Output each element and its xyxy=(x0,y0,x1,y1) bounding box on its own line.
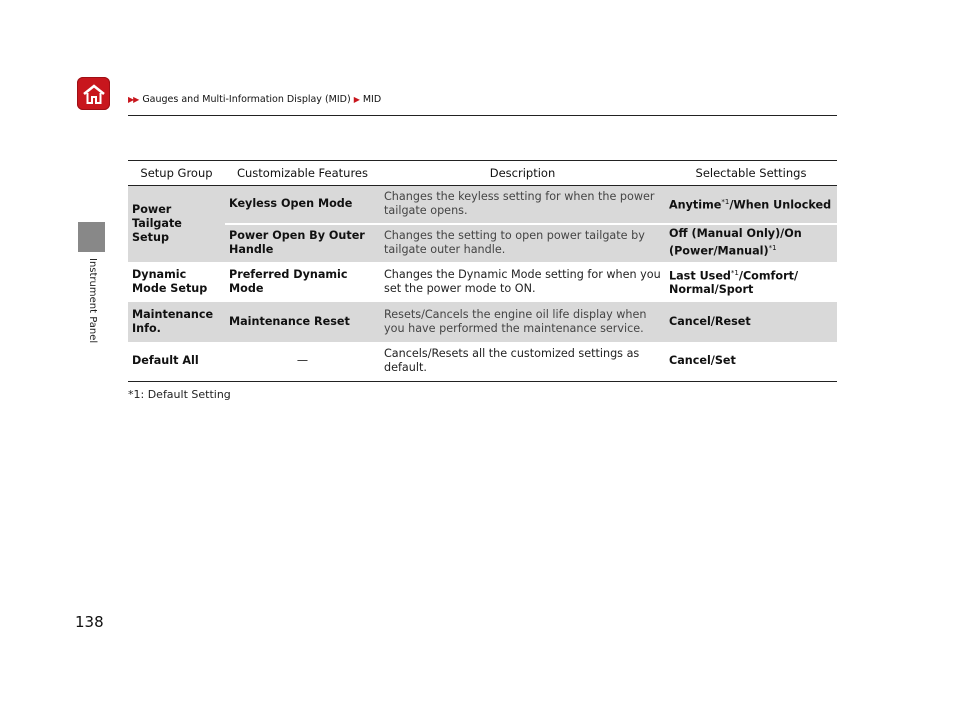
setup-group-cell: Default All xyxy=(128,342,225,382)
settings-value: Anytime xyxy=(669,199,722,213)
setup-group-cell: Dynamic Mode Setup xyxy=(132,267,208,295)
feature-cell: Maintenance Reset xyxy=(225,302,380,342)
settings-cell: Cancel/Set xyxy=(665,342,837,382)
feature-cell: Keyless Open Mode xyxy=(225,186,380,224)
settings-value: Last Used xyxy=(669,269,731,283)
setup-group-cell: Power Tailgate Setup xyxy=(128,186,225,262)
settings-cell xyxy=(665,224,837,262)
setup-group-cell: Maintenance Info. xyxy=(128,302,225,342)
description-cell: Changes the keyless setting for when the power tailgate opens. xyxy=(380,186,665,224)
table-row xyxy=(128,302,837,342)
settings-cell: Cancel/Reset xyxy=(665,302,837,342)
feature-cell: Preferred Dynamic Mode xyxy=(229,267,348,295)
default-marker: *1 xyxy=(768,244,777,253)
feature-cell: — xyxy=(225,342,380,382)
setup-table xyxy=(128,160,837,382)
header-selectable-settings: Selectable Settings xyxy=(665,161,837,186)
table-header-row xyxy=(128,161,837,186)
footnote: *1: Default Setting xyxy=(128,388,231,401)
table-row xyxy=(128,342,837,382)
header-setup-group: Setup Group xyxy=(128,161,225,186)
settings-cell xyxy=(665,262,837,302)
home-button[interactable] xyxy=(77,77,110,110)
default-marker: *1 xyxy=(721,198,730,207)
description-cell: Cancels/Resets all the customized settings as default. xyxy=(380,342,665,382)
header-customizable-features: Customizable Features xyxy=(225,161,380,186)
page-number: 138 xyxy=(75,613,104,631)
table-row xyxy=(128,186,837,224)
table-row xyxy=(128,224,837,262)
breadcrumb-page-link[interactable]: MID xyxy=(362,94,382,105)
settings-value-rest: /When Unlocked xyxy=(729,199,832,213)
description-cell: Changes the Dynamic Mode setting for when you set the power mode to ON. xyxy=(384,267,661,295)
breadcrumb-arrows-icon: ▶▶ xyxy=(128,95,139,104)
home-icon xyxy=(81,83,107,105)
default-marker: *1 xyxy=(730,268,739,277)
breadcrumb xyxy=(128,94,381,105)
header-divider xyxy=(128,115,837,116)
chapter-tab-marker xyxy=(78,222,105,252)
description-cell: Resets/Cancels the engine oil life display when you have performed the maintenance service. xyxy=(380,302,665,342)
feature-cell: Power Open By Outer Handle xyxy=(225,224,380,262)
chapter-tab-label[interactable]: Instrument Panel xyxy=(87,258,98,344)
description-cell: Changes the setting to open power tailgate by tailgate outer handle. xyxy=(380,224,665,262)
settings-value-rest: /Comfort/ Normal/Sport xyxy=(669,269,799,297)
header-description: Description xyxy=(380,161,665,186)
breadcrumb-arrow-icon: ▶ xyxy=(353,95,360,104)
settings-cell xyxy=(665,186,837,224)
breadcrumb-section-link[interactable]: Gauges and Multi-Information Display (MID) xyxy=(142,94,351,105)
table-row xyxy=(128,262,837,302)
settings-value: Off (Manual Only)/On (Power/Manual) xyxy=(669,227,802,258)
